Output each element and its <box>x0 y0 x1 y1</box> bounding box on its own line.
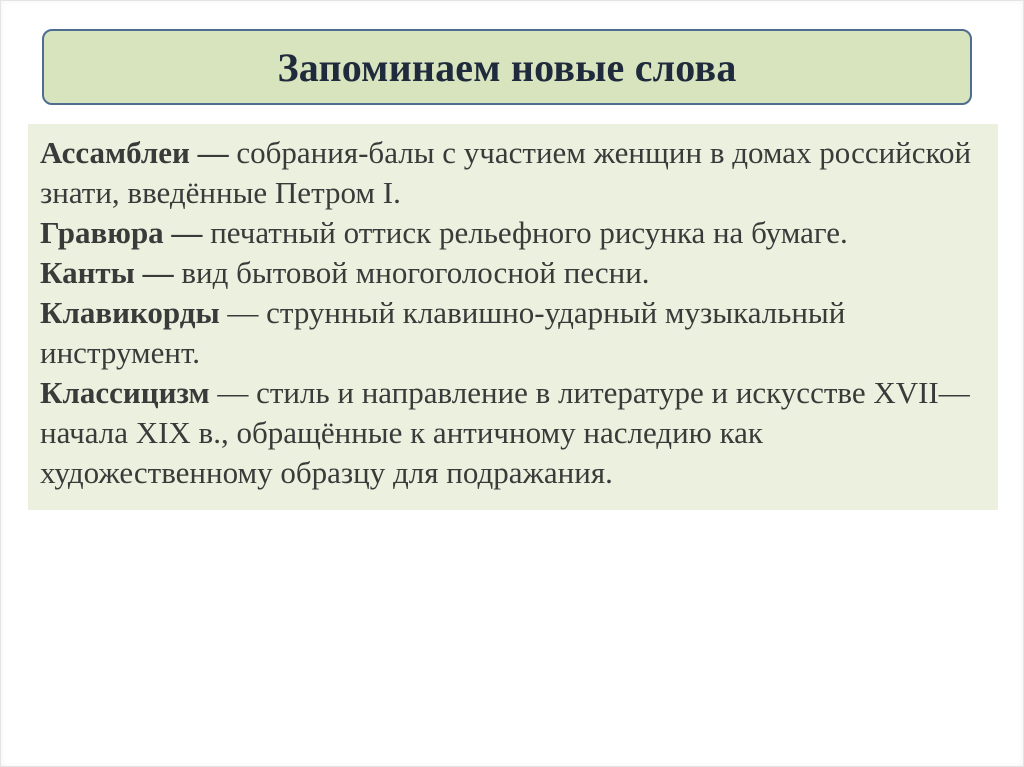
glossary-entry-engraving <box>40 213 998 253</box>
glossary-definition: — струнный клавишно-ударный музыкальный инструмент. <box>40 295 846 370</box>
glossary-panel <box>28 124 998 510</box>
glossary-term: Канты — <box>40 255 174 290</box>
glossary-entry-clavichord <box>40 293 998 373</box>
glossary-definition: печатный оттиск рельефного рисунка на бумаге. <box>202 215 848 250</box>
glossary-definition: собрания-балы с участием женщин в домах российской знати, введённые Петром I. <box>40 135 972 210</box>
title-banner <box>42 29 972 105</box>
glossary-definition: — стиль и направление в литературе и искусстве XVII— начала XIX в., обращённые к античному наследию как художественному образцу для подражания. <box>40 375 970 490</box>
glossary-term: Гравюра — <box>40 215 203 250</box>
glossary-term: Клавикорды <box>40 295 220 330</box>
glossary-term: Ассамблеи — <box>40 135 229 170</box>
glossary-definition: вид бытовой многоголосной песни. <box>173 255 650 290</box>
glossary-entry-assemblies <box>40 133 998 213</box>
slide-title: Запоминаем новые слова <box>277 44 737 90</box>
glossary-term: Классицизм <box>40 375 210 410</box>
glossary-entry-kants <box>40 253 998 293</box>
glossary-entry-classicism <box>40 373 998 493</box>
